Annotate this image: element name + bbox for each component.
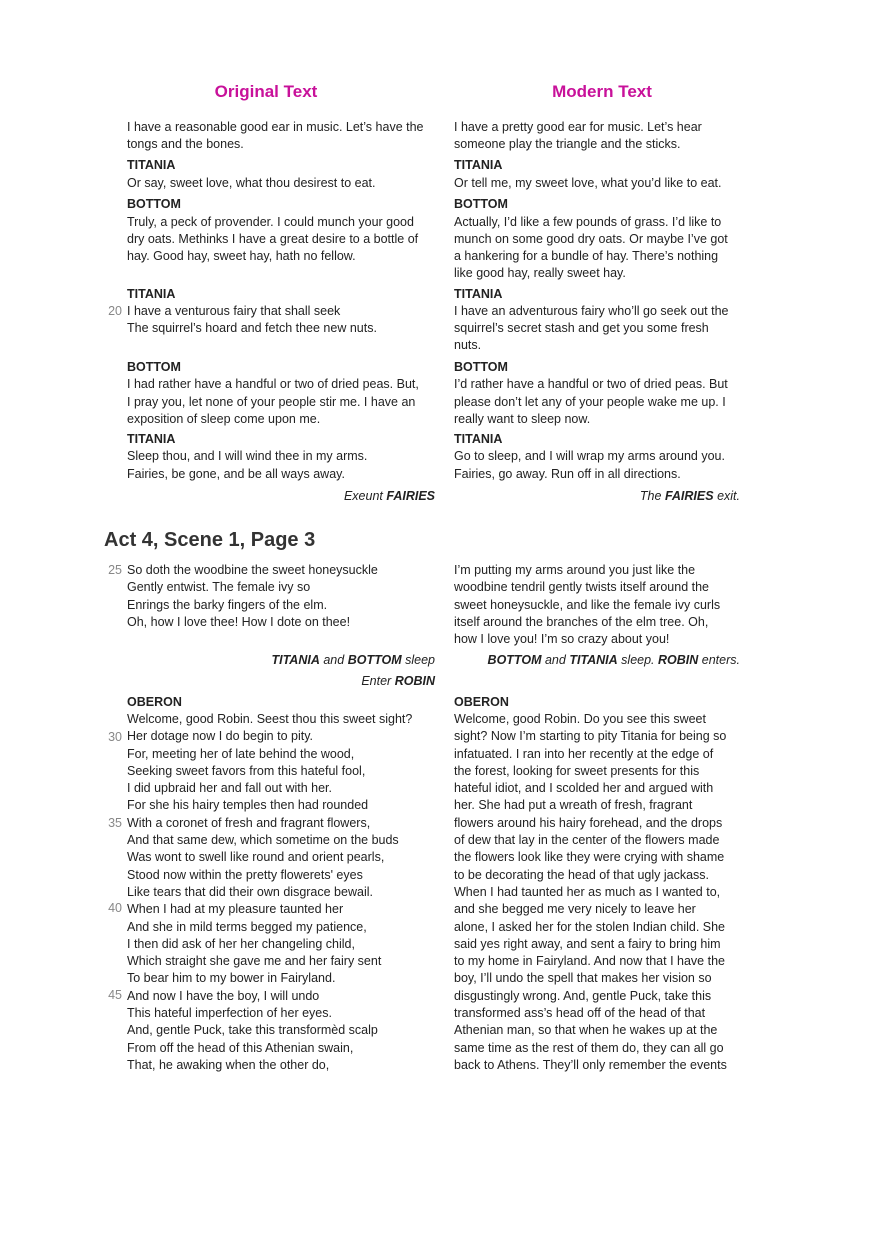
stage-direction (200, 652, 435, 669)
modern-line: I’m putting my arms around you just like the (454, 563, 696, 577)
original-line: Enrings the barky fingers of the elm. (127, 598, 328, 612)
line-number: 25 (108, 563, 122, 577)
original-line: Was wont to swell like round and orient pearls, (127, 850, 385, 865)
modern-line: Fairies, go away. Run off in all directions. (454, 467, 681, 481)
original-line: Stood now within the pretty flowerets' eyes (127, 867, 363, 882)
modern-line: and she begged me very nicely to leave her (454, 902, 696, 917)
stage-direction-text: exit. (717, 489, 740, 503)
modern-line: hateful idiot, and I scolded her and argued with (454, 781, 714, 796)
modern-line: squirrel’s secret stash and get you some fresh (454, 321, 709, 335)
original-line: This hateful imperfection of her eyes. (127, 1006, 332, 1021)
speaker-name: BOTTOM (127, 360, 181, 374)
modern-line: the forest, looking for sweet presents for this (454, 763, 700, 778)
stage-direction-text: and (544, 653, 566, 667)
modern-speech (454, 711, 727, 1074)
modern-line: When I had taunted her as much as I wanted to, (454, 884, 721, 899)
modern-line: transformed ass’s head off of the head of that (454, 1006, 706, 1021)
stage-direction (440, 652, 740, 669)
line-number: 35 (108, 816, 122, 830)
modern-line: woodbine tendril gently twists itself around the (454, 580, 710, 594)
stage-direction-text: and (323, 653, 345, 667)
line-number: 45 (108, 988, 122, 1002)
original-line: I then did ask of her her changeling child, (127, 936, 355, 951)
original-line: For, meeting her of late behind the wood, (127, 746, 355, 761)
original-line: The squirrel’s hoard and fetch thee new nuts. (127, 321, 377, 335)
line-number: 40 (108, 901, 122, 915)
original-line: For she his hairy temples then had rounded (127, 798, 369, 813)
original-line: With a coronet of fresh and fragrant flowers, (127, 815, 371, 830)
modern-line: nuts. (454, 338, 482, 352)
modern-line: Welcome, good Robin. Do you see this sweet (454, 712, 706, 726)
modern-line: flowers around his hairy forehead, and the drops (454, 815, 723, 830)
original-line: Gently entwist. The female ivy so (127, 580, 311, 594)
original-line: And now I have the boy, I will undo (127, 988, 320, 1003)
modern-line: of dew that lay in the center of the flowers made (454, 833, 720, 848)
original-line: And, gentle Puck, take this transformèd scalp (127, 1023, 378, 1038)
scene-title: Act 4, Scene 1, Page 3 (104, 529, 316, 551)
original-line: tongs and the bones. (127, 137, 244, 151)
modern-line: Or tell me, my sweet love, what you’d like to eat. (454, 176, 722, 190)
original-line: I did upbraid her and fall out with her. (127, 781, 332, 796)
modern-line: please don’t let any of your people wake me up. I (454, 395, 726, 409)
original-line: Or say, sweet love, what thou desirest to eat. (127, 176, 376, 190)
original-line: Truly, a peck of provender. I could munch your good (127, 215, 414, 229)
modern-line: how I love you! I’m so crazy about you! (454, 632, 670, 646)
modern-line: someone play the triangle and the sticks. (454, 137, 681, 151)
original-line: Fairies, be gone, and be all ways away. (127, 467, 345, 481)
modern-line: alone, I asked her for the stolen Indian child. She (454, 919, 726, 934)
original-line: From off the head of this Athenian swain, (127, 1040, 354, 1055)
original-speech (127, 711, 412, 1074)
stage-direction (240, 673, 435, 690)
modern-line: itself around the branches of the elm tree. Oh, (454, 615, 709, 629)
original-line: Seeking sweet favors from this hateful fool, (127, 763, 366, 778)
original-line: Welcome, good Robin. Seest thou this sweet sight? (127, 712, 413, 726)
modern-line: boy, I’ll undo the spell that makes her vision so (454, 971, 712, 986)
stage-direction-text: Enter (361, 674, 392, 688)
stage-direction-text: The (639, 489, 662, 503)
original-line: I had rather have a handful or two of dried peas. But, (127, 377, 419, 391)
original-line: When I had at my pleasure taunted her (127, 902, 344, 917)
speaker-name: TITANIA (127, 287, 176, 301)
line-number: 20 (108, 304, 122, 318)
original-line: dry oats. Methinks I have a great desire to a bottle of (127, 232, 419, 246)
speaker-name: TITANIA (454, 432, 503, 446)
original-text-header: Original Text (214, 82, 318, 101)
modern-line: to my home in Fairyland. And now that I have the (454, 954, 725, 969)
modern-line: Go to sleep, and I will wrap my arms around you. (454, 449, 725, 463)
stage-direction-text: enters. (701, 653, 740, 667)
modern-line: Actually, I’d like a few pounds of grass. I’d like to (454, 215, 722, 229)
modern-line: back to Athens. They’ll only remember the events (454, 1057, 727, 1072)
modern-line: to be decorating the head of that ugly jackass. (454, 867, 710, 882)
stage-direction-text: Exeunt (343, 489, 383, 503)
speaker-name: TITANIA (127, 432, 176, 446)
stage-direction-character: BOTTOM (347, 653, 402, 667)
speaker-name: TITANIA (127, 158, 176, 172)
speaker-name: BOTTOM (454, 360, 508, 374)
speaker-name: BOTTOM (127, 197, 181, 211)
modern-line: I’d rather have a handful or two of dried peas. But (454, 377, 728, 391)
modern-line: the flowers look like they were crying with shame (454, 850, 725, 865)
stage-direction (240, 488, 435, 505)
original-line: And she in mild terms begged my patience, (127, 919, 367, 934)
stage-direction-character: ROBIN (658, 653, 699, 667)
modern-line: munch on some good dry oats. Or maybe I’ve got (454, 232, 728, 246)
speaker-name: BOTTOM (454, 197, 508, 211)
stage-direction-character: FAIRIES (386, 489, 435, 503)
speaker-name: TITANIA (454, 158, 503, 172)
modern-line: sight? Now I’m starting to pity Titania for being so (454, 729, 727, 744)
speaker-name: OBERON (127, 695, 182, 709)
modern-line: a hankering for a bundle of hay. There’s nothing (454, 249, 719, 263)
modern-text-header: Modern Text (552, 82, 652, 101)
original-line: I have a reasonable good ear in music. Let’s have the (127, 120, 424, 134)
original-line: hay. Good hay, sweet hay, hath no fellow. (127, 249, 356, 263)
original-line: Which straight she gave me and her fairy sent (127, 954, 382, 969)
stage-direction-character: TITANIA (271, 653, 320, 667)
modern-line: I have an adventurous fairy who’ll go seek out the (454, 304, 729, 318)
stage-direction (540, 488, 740, 505)
speaker-name: OBERON (454, 695, 509, 709)
original-line: Her dotage now I do begin to pity. (127, 729, 313, 744)
modern-line: disgustingly wrong. And, gentle Puck, take this (454, 988, 712, 1003)
modern-line: infatuated. I ran into her recently at the edge of (454, 746, 714, 761)
modern-line: said yes right away, and sent a fairy to bring him (454, 936, 721, 951)
original-line: So doth the woodbine the sweet honeysuckle (127, 563, 378, 577)
modern-line: same time as the rest of them do, they can all go (454, 1040, 724, 1055)
stage-direction-character: BOTTOM (487, 653, 542, 667)
modern-line: Athenian man, so that when he wakes up at the (454, 1023, 718, 1038)
stage-direction-text: sleep (405, 653, 435, 667)
stage-direction-text: sleep. (621, 653, 655, 667)
modern-line: sweet honeysuckle, and like the female ivy curls (454, 598, 721, 612)
speaker-name: TITANIA (454, 287, 503, 301)
original-line: exposition of sleep come upon me. (127, 412, 321, 426)
stage-direction-character: TITANIA (569, 653, 618, 667)
original-line: Like tears that did their own disgrace bewail. (127, 884, 373, 899)
original-line: Sleep thou, and I will wind thee in my arms. (127, 449, 368, 463)
original-line: I pray you, let none of your people stir me. I have an (127, 395, 416, 409)
original-line: I have a venturous fairy that shall seek (127, 304, 341, 318)
modern-line: her. She had put a wreath of fresh, fragrant (454, 798, 693, 813)
stage-direction-character: ROBIN (394, 674, 435, 688)
line-number: 30 (108, 730, 122, 744)
original-line: Oh, how I love thee! How I dote on thee! (127, 615, 351, 629)
original-line: That, he awaking when the other do, (127, 1057, 330, 1072)
original-line: And that same dew, which sometime on the buds (127, 833, 399, 848)
modern-line: like good hay, really sweet hay. (454, 266, 626, 280)
stage-direction-character: FAIRIES (664, 489, 714, 503)
original-line: To bear him to my bower in Fairyland. (127, 971, 336, 986)
modern-line: really want to sleep now. (454, 412, 591, 426)
modern-line: I have a pretty good ear for music. Let’s hear (454, 120, 702, 134)
